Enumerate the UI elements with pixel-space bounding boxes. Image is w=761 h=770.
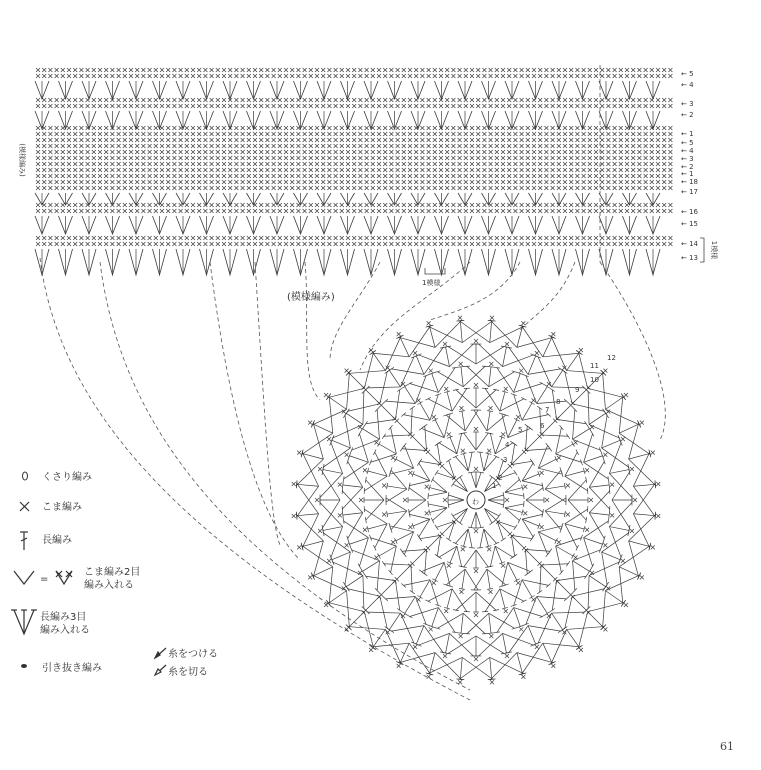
band-rows-4-5 bbox=[35, 68, 672, 99]
legend-sc2-text-a: こま編み2目 bbox=[84, 567, 141, 578]
yarn-attach-icon bbox=[155, 648, 166, 658]
round-number: 11 bbox=[590, 362, 599, 370]
dashed-line bbox=[330, 262, 380, 360]
row-label: ← 5 bbox=[681, 139, 694, 147]
legend-chain-text: くさり編み bbox=[42, 472, 92, 483]
row-label: ← 5 bbox=[681, 70, 694, 78]
row-label: ← 18 bbox=[681, 178, 698, 186]
band-rows-2-3 bbox=[35, 98, 672, 129]
round-number: 12 bbox=[607, 354, 616, 362]
row-label: ← 4 bbox=[681, 81, 694, 89]
single-crochet-icon bbox=[20, 502, 29, 511]
page-number: 61 bbox=[720, 740, 734, 753]
sc-increase-icon bbox=[14, 571, 72, 585]
row-label: ← 14 bbox=[681, 240, 698, 248]
round-number: 1 bbox=[492, 482, 497, 490]
legend-dc3-text-b: 編み入れる bbox=[40, 625, 90, 636]
svg-text:=: = bbox=[40, 574, 49, 585]
double-crochet-icon bbox=[20, 532, 28, 550]
legend-slip-text: 引き抜き編み bbox=[42, 663, 102, 674]
side-label: (模様編み) bbox=[18, 143, 26, 177]
round-number: 9 bbox=[575, 386, 580, 394]
legend-dc3-text-a: 長編み3目 bbox=[40, 612, 87, 623]
legend-sc2-text-b: 編み入れる bbox=[84, 580, 134, 591]
row-label: ← 4 bbox=[681, 147, 694, 155]
repeat-bracket-label: 1模様 bbox=[710, 240, 718, 260]
round-number: 5 bbox=[518, 426, 523, 434]
row-label: ← 2 bbox=[681, 111, 694, 119]
center-label: わ bbox=[472, 498, 479, 506]
yarn-cut-icon bbox=[155, 665, 166, 675]
dashed-line bbox=[255, 262, 280, 545]
round-number: 8 bbox=[556, 398, 561, 406]
dashed-line bbox=[430, 262, 520, 320]
row-label: ← 2 bbox=[681, 163, 694, 171]
band-rows-13-14 bbox=[35, 236, 672, 275]
yarn-cut-text: 糸を切る bbox=[168, 667, 208, 678]
round-number: 7 bbox=[545, 406, 550, 414]
circular-motif bbox=[292, 316, 661, 685]
repeat-bracket bbox=[700, 238, 719, 262]
legend bbox=[11, 470, 218, 678]
slip-stitch-icon bbox=[21, 664, 27, 668]
round-number: 6 bbox=[540, 422, 545, 430]
dashed-line bbox=[40, 258, 470, 700]
row-label: ← 1 bbox=[681, 130, 694, 138]
row-label: ← 17 bbox=[681, 188, 698, 196]
yarn-attach-text: 糸をつける bbox=[168, 649, 218, 660]
row-label: ← 13 bbox=[681, 254, 698, 262]
pattern-band-rows bbox=[35, 68, 672, 275]
row-label: ← 3 bbox=[681, 155, 694, 163]
pattern-caption: (模様編み) bbox=[287, 292, 335, 303]
dashed-line bbox=[100, 262, 470, 690]
band-rows-15-16 bbox=[35, 203, 672, 234]
dashed-line bbox=[520, 262, 575, 330]
band-rows-dense bbox=[35, 126, 672, 205]
row-number-labels bbox=[681, 70, 699, 262]
dashed-line bbox=[210, 262, 300, 560]
dashed-line bbox=[305, 262, 320, 400]
round-number: 10 bbox=[590, 376, 599, 384]
chain-icon bbox=[23, 472, 28, 480]
dashed-connector-lines bbox=[40, 65, 665, 700]
dc-3-increase-icon bbox=[11, 610, 37, 634]
legend-dc-text: 長編み bbox=[42, 535, 72, 546]
row-label: ← 15 bbox=[681, 220, 698, 228]
repeat-label: 1模様 bbox=[422, 279, 441, 287]
row-label: ← 3 bbox=[681, 100, 694, 108]
round-number: 4 bbox=[505, 441, 510, 449]
row-label: ← 1 bbox=[681, 170, 694, 178]
round-number: 3 bbox=[503, 456, 508, 464]
round-number: 2 bbox=[498, 474, 503, 482]
legend-sc-text: こま編み bbox=[42, 502, 82, 513]
row-label: ← 16 bbox=[681, 208, 698, 216]
